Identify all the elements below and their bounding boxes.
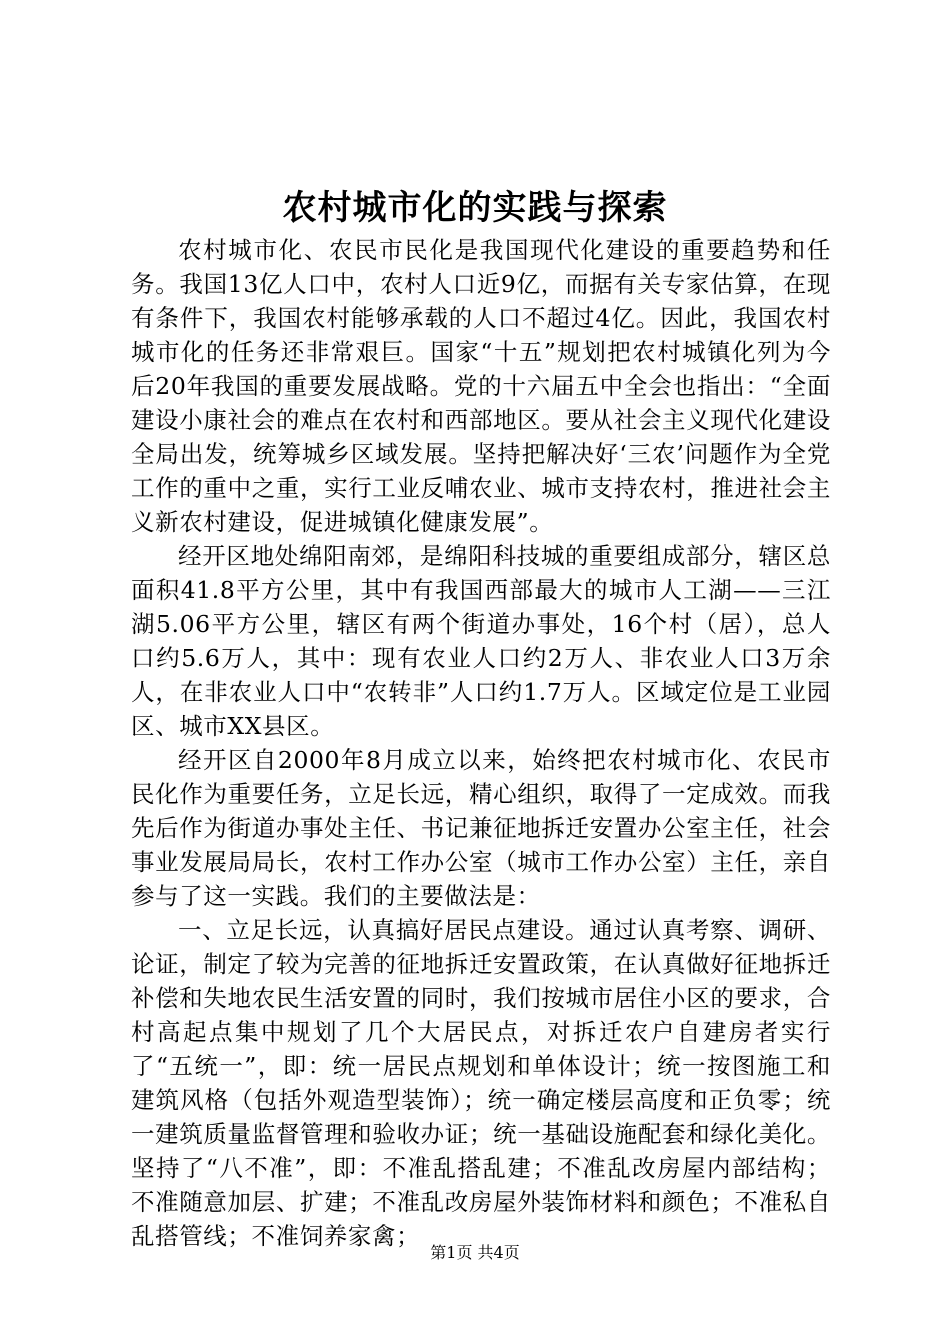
page-number-footer: 第1页 共4页 (430, 1243, 520, 1262)
document-body (131, 233, 831, 1253)
paragraph-measure-one: 一、立足长远，认真搞好居民点建设。通过认真考察、调研、论证，制定了较为完善的征地拆迁安置政策，在认真做好征地拆迁补偿和失地农民生活安置的同时，我们按城市居住小区的要求，合村高起点集中规划了几个大居民点，对拆迁农户自建房者实行了“五统一”，即：统一居民点规划和单体设计；统一按图施工和建筑风格（包括外观造型装饰）；统一确定楼层高度和正负零；统一建筑质量监督管理和验收办证；统一基础设施配套和绿化美化。坚持了“八不准”，即：不准乱搭乱建；不准乱改房屋内部结构；不准随意加层、扩建；不准乱改房屋外装饰材料和颜色；不准私自乱搭管线；不准饲养家禽； (131, 916, 831, 1250)
paragraph-intro: 农村城市化、农民市民化是我国现代化建设的重要趋势和任务。我国13亿人口中，农村人口近9亿，而据有关专家估算，在现有条件下，我国农村能够承载的人口不超过4亿。因此，我国农村城市化的任务还非常艰巨。国家“十五”规划把农村城镇化列为今后20年我国的重要发展战略。党的十六届五中全会也指出：“全面建设小康社会的难点在农村和西部地区。要从社会主义现代化建设全局出发，统筹城乡区域发展。坚持把解决好‘三农’问题作为全党工作的重中之重，实行工业反哺农业、城市支持农村，推进社会主义新农村建设，促进城镇化健康发展”。 (131, 236, 831, 536)
paragraph-district-overview: 经开区地处绵阳南郊，是绵阳科技城的重要组成部分，辖区总面积41.8平方公里，其中有我国西部最大的城市人工湖——三江湖5.06平方公里，辖区有两个街道办事处，16个村（居），总人口约5.6万人，其中：现有农业人口约2万人、非农业人口3万余人，在非农业人口中“农转非”人口约1.7万人。区域定位是工业园区、城市XX县区。 (131, 542, 831, 740)
paragraph-practice: 经开区自2000年8月成立以来，始终把农村城市化、农民市民化作为重要任务，立足长远，精心组织，取得了一定成效。而我先后作为街道办事处主任、书记兼征地拆迁安置办公室主任，社会事业发展局局长，农村工作办公室（城市工作办公室）主任，亲自参与了这一实践。我们的主要做法是： (131, 746, 831, 910)
document-title: 农村城市化的实践与探索 (282, 188, 668, 228)
